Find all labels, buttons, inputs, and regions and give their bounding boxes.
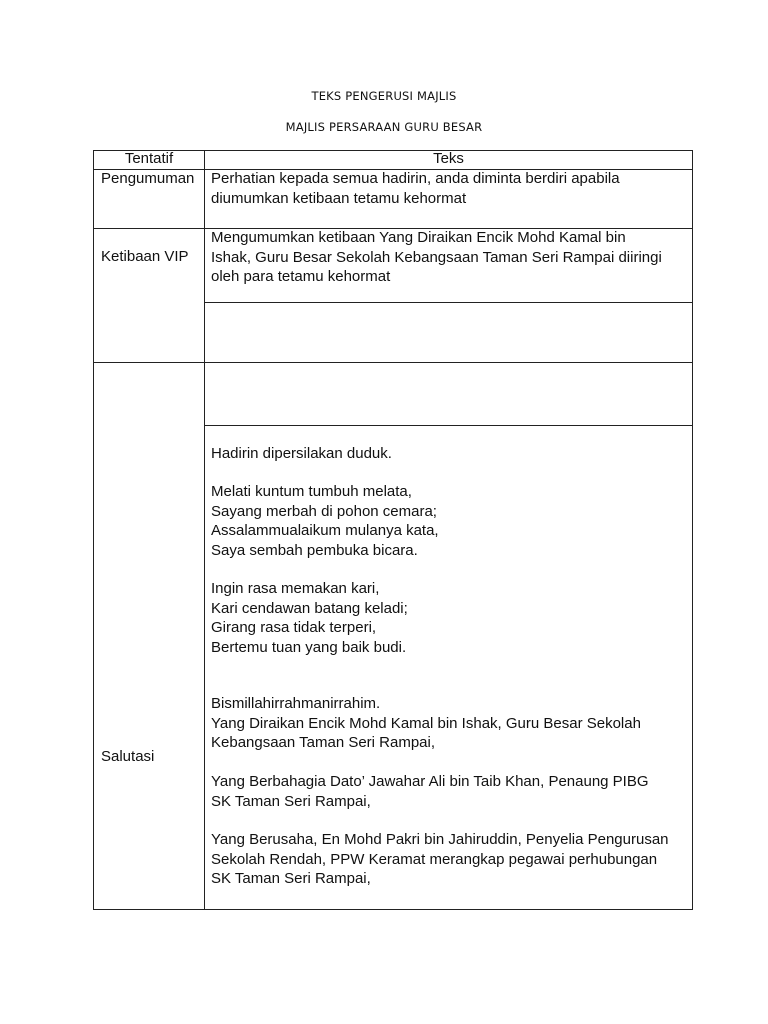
document-subtitle: MAJLIS PERSARAAN GURU BESAR xyxy=(285,120,483,134)
row-label-ketibaan-vip: Ketibaan VIP xyxy=(101,248,189,265)
salutasi-paragraph: Yang Berbahagia Dato’ Jawahar Ali bin Taib Khan, Penaung PIBG SK Taman Seri Rampai, xyxy=(211,773,649,810)
column-header-teks: Teks xyxy=(433,150,464,167)
table-border-right xyxy=(692,150,693,910)
salutasi-paragraph: Bismillahirrahmanirrahim. Yang Diraikan Encik Mohd Kamal bin Ishak, Guru Besar Sekolah Kebangsaan Taman Seri Rampai, xyxy=(211,695,641,751)
pantun-stanza: Ingin rasa memakan kari, Kari cendawan batang keladi; Girang rasa tidak terperi, Bertemu tuan yang baik budi. xyxy=(211,580,408,656)
table-border-left xyxy=(93,150,94,910)
row-label-salutasi: Salutasi xyxy=(101,748,155,765)
salutasi-paragraph: Yang Berusaha, En Mohd Pakri bin Jahiruddin, Penyelia Pengurusan Sekolah Rendah, PPW Keramat merangkap pegawai perhubungan SK Taman Seri Rampai, xyxy=(211,831,669,887)
salutasi-paragraph: Hadirin dipersilakan duduk. xyxy=(211,445,392,462)
row-divider xyxy=(204,302,693,303)
column-header-tentatif: Tentatif xyxy=(124,150,174,167)
row-text-pengumuman: Perhatian kepada semua hadirin, anda diminta berdiri apabila diumumkan ketibaan tetamu kehormat xyxy=(211,170,620,207)
pantun-stanza: Melati kuntum tumbuh melata, Sayang merbah di pohon cemara; Assalammualaikum mulanya kata, Saya sembah pembuka bicara. xyxy=(211,483,439,559)
document-title: TEKS PENGERUSI MAJLIS xyxy=(311,89,457,103)
column-divider xyxy=(204,150,205,910)
row-label-pengumuman: Pengumuman xyxy=(101,170,195,187)
table-border-bottom xyxy=(93,909,693,910)
row-text-ketibaan-vip: Mengumumkan ketibaan Yang Diraikan Encik Mohd Kamal bin Ishak, Guru Besar Sekolah Kebangsaan Taman Seri Rampai diiringi oleh para tetamu kehormat xyxy=(211,229,662,285)
row-divider xyxy=(93,362,693,363)
row-divider xyxy=(204,425,693,426)
